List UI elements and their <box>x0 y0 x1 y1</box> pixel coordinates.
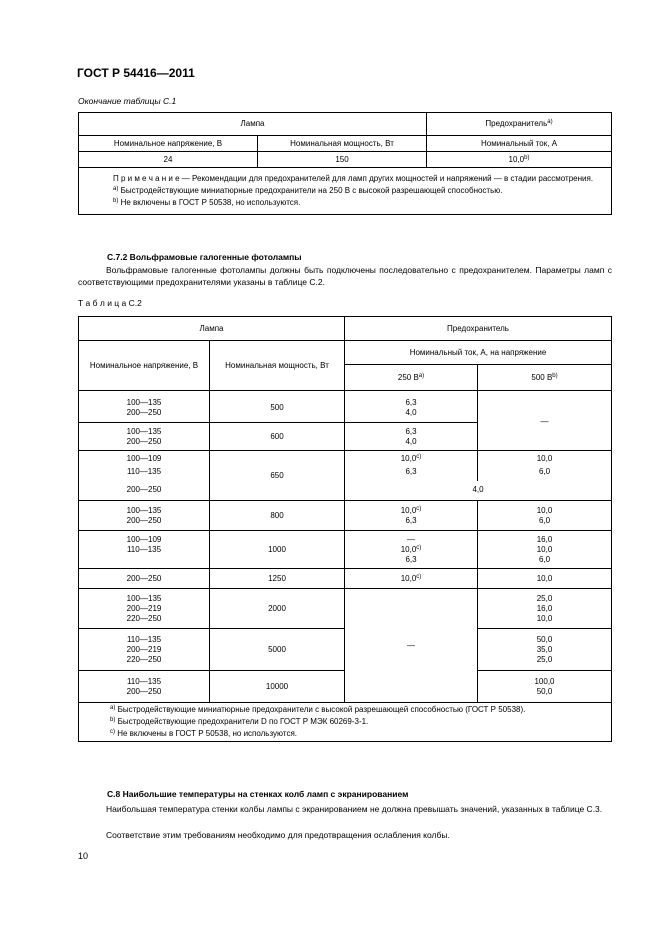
section-c8-p1: Наибольшая температура стенки колбы лампы с экранированием не должна превышать значений, указанных в таблице С.3. <box>106 804 603 814</box>
t2-col-power: Номинальная мощность, Вт <box>210 341 345 391</box>
t2-r2-250: 6,3 4,0 <box>345 423 478 451</box>
t2-note-c: $^{c)}$ Не включены в ГОСТ Р 50538, но используются. <box>110 729 298 738</box>
t1-cell-current: 10,0$^{b)}$ <box>427 152 612 168</box>
t1-col-power: Номинальная мощность, Вт <box>258 136 427 152</box>
t2-r4-500: 10,0 6,0 <box>478 501 612 531</box>
t2-head-current: Номинальный ток, А, на напряжение <box>345 341 612 365</box>
t2-r4-voltage: 100—135 200—250 <box>79 501 210 531</box>
t2-r5-500: 16,0 10,0 6,0 <box>478 531 612 569</box>
t1-head-fuse: Предохранитель$^{а)}$ <box>427 113 612 136</box>
t2-r1-power: 500 <box>210 395 345 423</box>
t2-col-500: 500 $В^{b)}$ <box>478 365 612 391</box>
t2-r1-voltage: 100—135 200—250 <box>79 395 210 423</box>
t2-r3b-merged: 4,0 <box>345 481 612 501</box>
t2-dash-250: — <box>345 589 478 703</box>
t2-head-fuse: Предохранитель <box>345 317 612 341</box>
t2-r4-250: 10,0$^{c)}$ 6,3 <box>345 501 478 531</box>
t1-note-b: $^{b)}$ Не включены в ГОСТ Р 50538, но используются. <box>113 198 301 207</box>
t2-r2-voltage: 100—135 200—250 <box>79 423 210 451</box>
t2-r5-voltage: 100—109 110—135 <box>79 531 210 569</box>
t2-r6-250: 10,0$^{c)}$ <box>345 569 478 589</box>
t1-cell-power: 150 <box>258 152 427 168</box>
t2-r7-voltage: 100—135 200—219 220—250 <box>79 589 210 629</box>
t1-head-lamp: Лампа <box>79 113 427 136</box>
t2-r6-power: 1250 <box>210 569 345 589</box>
t2-r3-250: 10,0$^{c)}$ 6,3 <box>345 451 478 481</box>
t2-note-a: $^{а)}$ Быстродействующие миниатюрные предохранители с высокой разрешающей способностью (ГОСТ Р 50538). <box>110 705 526 714</box>
t1-note <box>79 168 612 215</box>
t2-dash-500: — <box>478 395 612 451</box>
table-c1-end <box>78 112 612 215</box>
t2-r7-500: 25,0 16,0 10,0 <box>478 589 612 629</box>
t1-note-a: $^{а)}$ Быстродействующие миниатюрные предохранители на 250 В с высокой разрешающей способностью. <box>113 186 503 195</box>
t1-col-voltage: Номинальное напряжение, В <box>79 136 258 152</box>
t1-col-current: Номинальный ток, А <box>427 136 612 152</box>
section-c8-p2: Соответствие этим требованиям необходимо для предотвращения ослабления колбы. <box>106 830 450 840</box>
section-text-c72: Вольфрамовые галогенные фотолампы должны быть подключены последовательно с предохранителем. Параметры ламп с соответствующими предохранителями указаны в таблице С.2. <box>78 265 612 287</box>
t1-note-main: П р и м е ч а н и е — Рекомендации для предохранителей для ламп других мощностей и напряжений — в стадии рассмотрения. <box>113 174 594 183</box>
table1-caption: Окончание таблицы С.1 <box>78 96 177 106</box>
section-heading-c72: С.7.2 Вольфрамовые галогенные фотолампы <box>107 252 302 262</box>
t2-col-voltage: Номинальное напряжение, В <box>79 341 210 391</box>
t2-r4-power: 800 <box>210 501 345 531</box>
t2-r8-voltage: 110—135 200—219 220—250 <box>79 629 210 671</box>
t2-r5v2-voltage: 200—250 <box>79 569 210 589</box>
t2-r3-500: 10,0 6,0 <box>478 451 612 481</box>
t2-r3-voltage: 100—109 110—135 <box>79 451 210 481</box>
t2-r5-250: — 10,0$^{c)}$ 6,3 <box>345 531 478 569</box>
table-c2 <box>78 316 612 742</box>
t2-r9-500: 100,0 50,0 <box>478 671 612 703</box>
document-header: ГОСТ Р 54416—2011 <box>77 66 195 80</box>
t2-r3-power: 650 <box>210 451 345 501</box>
t2-col-250: 250 $В^{а)}$ <box>345 365 478 391</box>
t2-r2-power: 600 <box>210 423 345 451</box>
t2-r9-voltage: 110—135 200—250 <box>79 671 210 703</box>
t2-r3b-voltage: 200—250 <box>79 481 210 501</box>
t2-r6-500: 10,0 <box>478 569 612 589</box>
t2-r1-250: 6,3 4,0 <box>345 395 478 423</box>
t2-r9-power: 10000 <box>210 671 345 703</box>
t2-r8-500: 50,0 35,0 25,0 <box>478 629 612 671</box>
t2-r8-power: 5000 <box>210 629 345 671</box>
t2-r5-power: 1000 <box>210 531 345 569</box>
section-heading-c8: С.8 Наибольшие температуры на стенках колб ламп с экранированием <box>107 789 409 799</box>
t2-r7-power: 2000 <box>210 589 345 629</box>
t1-cell-voltage: 24 <box>79 152 258 168</box>
t2-notes <box>79 703 612 742</box>
t2-head-lamp: Лампа <box>79 317 345 341</box>
page-number: 10 <box>78 851 89 861</box>
t2-note-b: $^{b)}$ Быстродействующие предохранители D по ГОСТ Р МЭК 60269-3-1. <box>110 717 369 726</box>
table2-caption: Т а б л и ц а С.2 <box>78 298 142 308</box>
